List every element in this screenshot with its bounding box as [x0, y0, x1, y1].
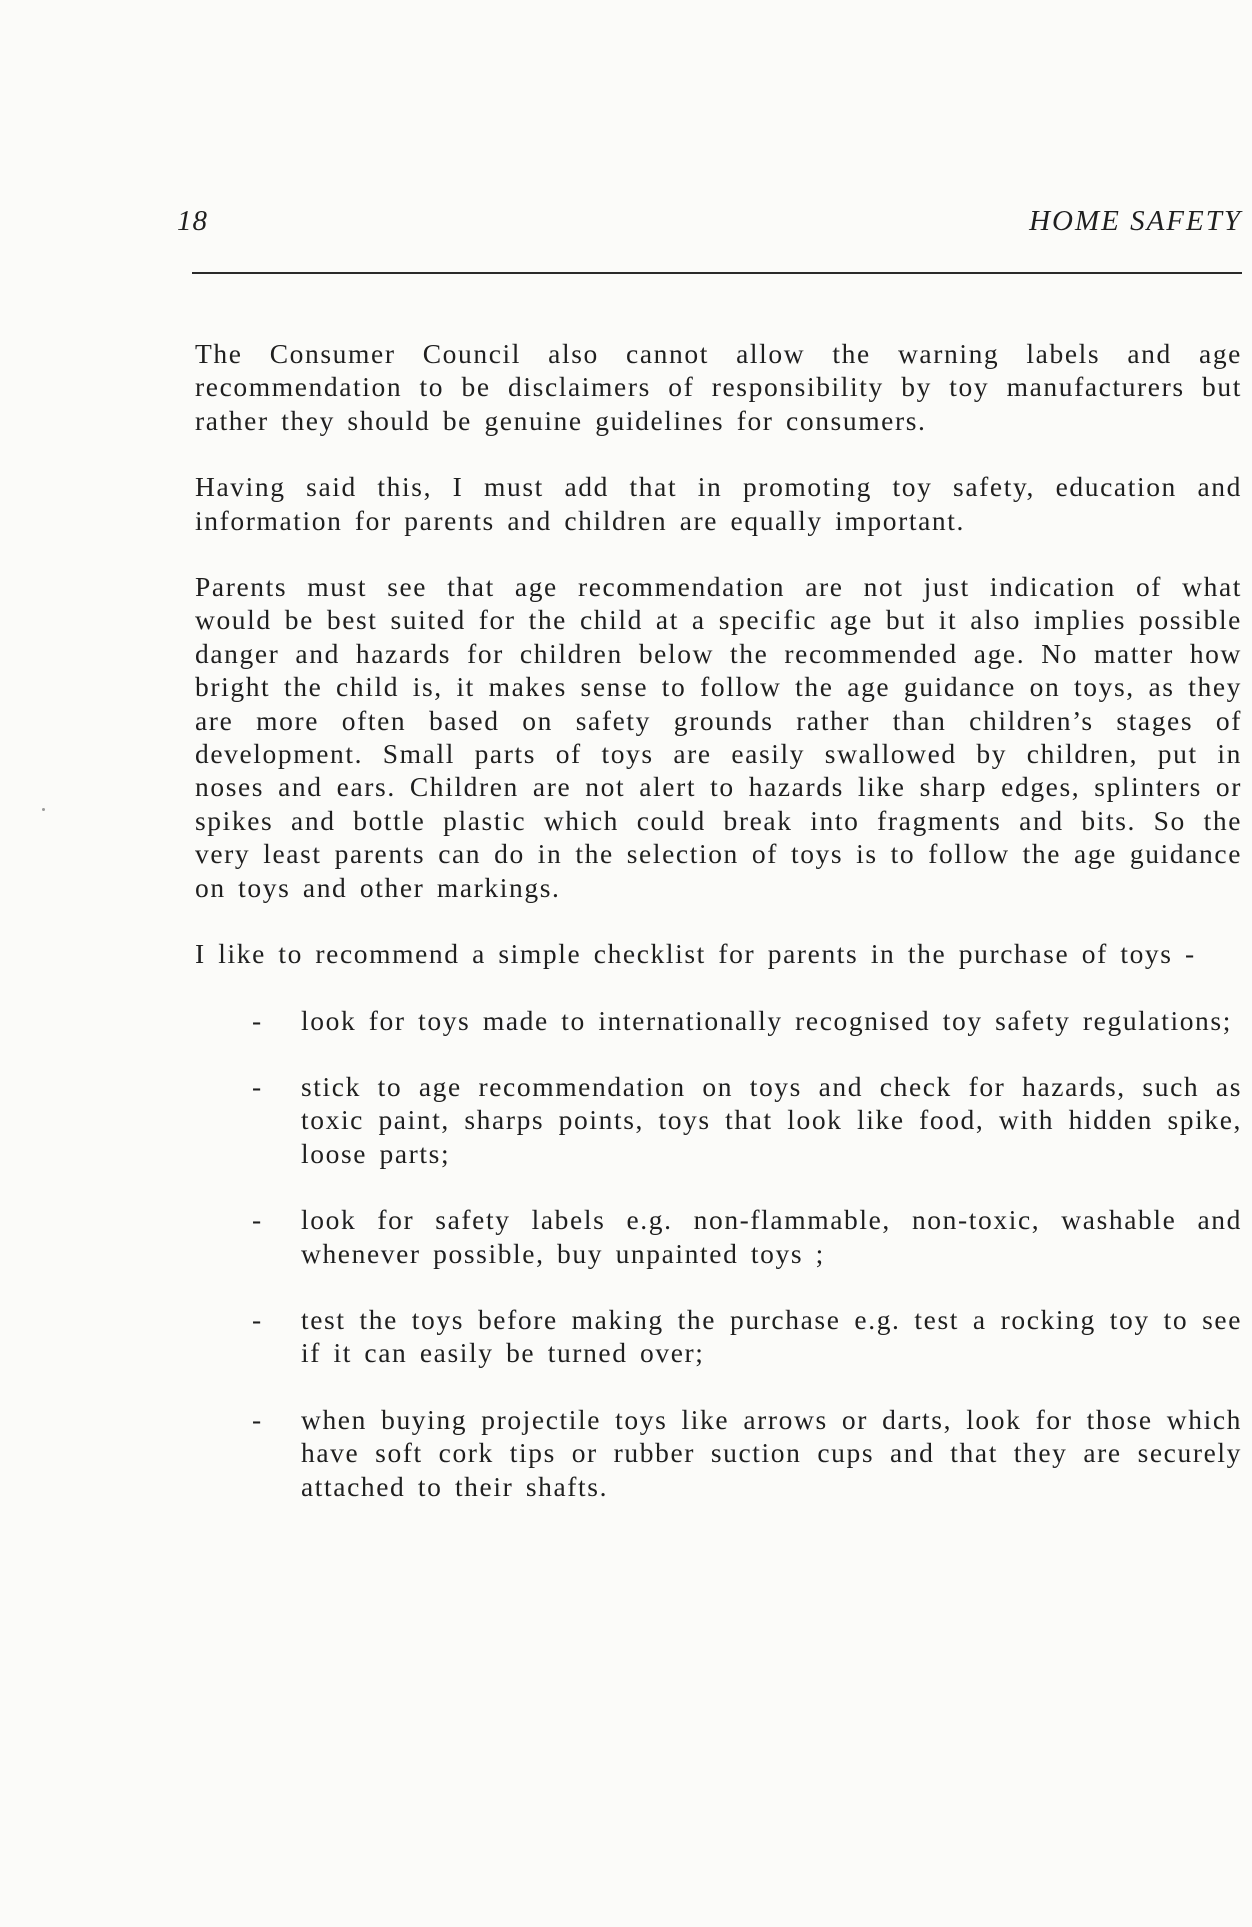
checklist-item-text: stick to age recommendation on toys and check for hazards, such as toxic paint, sharps points, toys that look like food, with hidden spike, loose parts; — [301, 1070, 1242, 1169]
checklist-item-text: when buying projectile toys like arrows or darts, look for those which have soft cork tips or rubber suction cups and that they are securely attached to their shafts. — [301, 1403, 1242, 1502]
list-dash: - — [252, 1070, 263, 1102]
paragraph-age-recommendation: Parents must see that age recommendation are not just indication of what would be best suited for the child at a specific age but it also implies possible danger and hazards for children below the recommended age. No matter how bright the child is, it makes sense to follow the age guidance on toys, as they are more often based on safety grounds rather than children’s stages of development. Small parts of toys are easily swallowed by children, put in noses and ears. Children are not alert to hazards like sharp edges, splinters or spikes and bottle plastic which could break into fragments and bits. So the very least parents can do in the selection of toys is to follow the age guidance on toys and other markings. — [195, 571, 1242, 903]
checklist-item-text: look for toys made to internationally recognised toy safety regulations; — [301, 1004, 1232, 1036]
list-dash: - — [252, 1204, 263, 1236]
checklist — [195, 1004, 1242, 1503]
body-text — [195, 337, 1242, 1536]
page-number: 18 — [177, 205, 208, 237]
running-title: HOME SAFETY — [1029, 205, 1242, 237]
list-dash: - — [252, 1004, 263, 1036]
paragraph-education: Having said this, I must add that in promoting toy safety, education and information for parents and children are equally important. — [195, 471, 1242, 536]
list-dash: - — [252, 1303, 263, 1335]
margin-speck — [42, 808, 45, 811]
paragraph-consumer-council: The Consumer Council also cannot allow the warning labels and age recommendation to be disclaimers of responsibility by toy manufacturers but rather they should be genuine guidelines for consumers. — [195, 338, 1242, 436]
checklist-item — [195, 1403, 1242, 1503]
header-rule — [192, 272, 1242, 274]
page-header — [177, 205, 1242, 245]
checklist-item-text: look for safety labels e.g. non-flammable, non-toxic, washable and whenever possible, buy unpainted toys ; — [301, 1204, 1242, 1269]
checklist-item — [195, 1203, 1242, 1270]
checklist-item-text: test the toys before making the purchase e.g. test a rocking toy to see if it can easily be turned over; — [301, 1303, 1242, 1369]
list-dash: - — [252, 1403, 263, 1435]
checklist-item — [195, 1303, 1242, 1370]
checklist-item — [195, 1070, 1242, 1170]
paragraph-checklist-intro: I like to recommend a simple checklist for parents in the purchase of toys - — [195, 938, 1196, 970]
checklist-item — [195, 1004, 1242, 1037]
